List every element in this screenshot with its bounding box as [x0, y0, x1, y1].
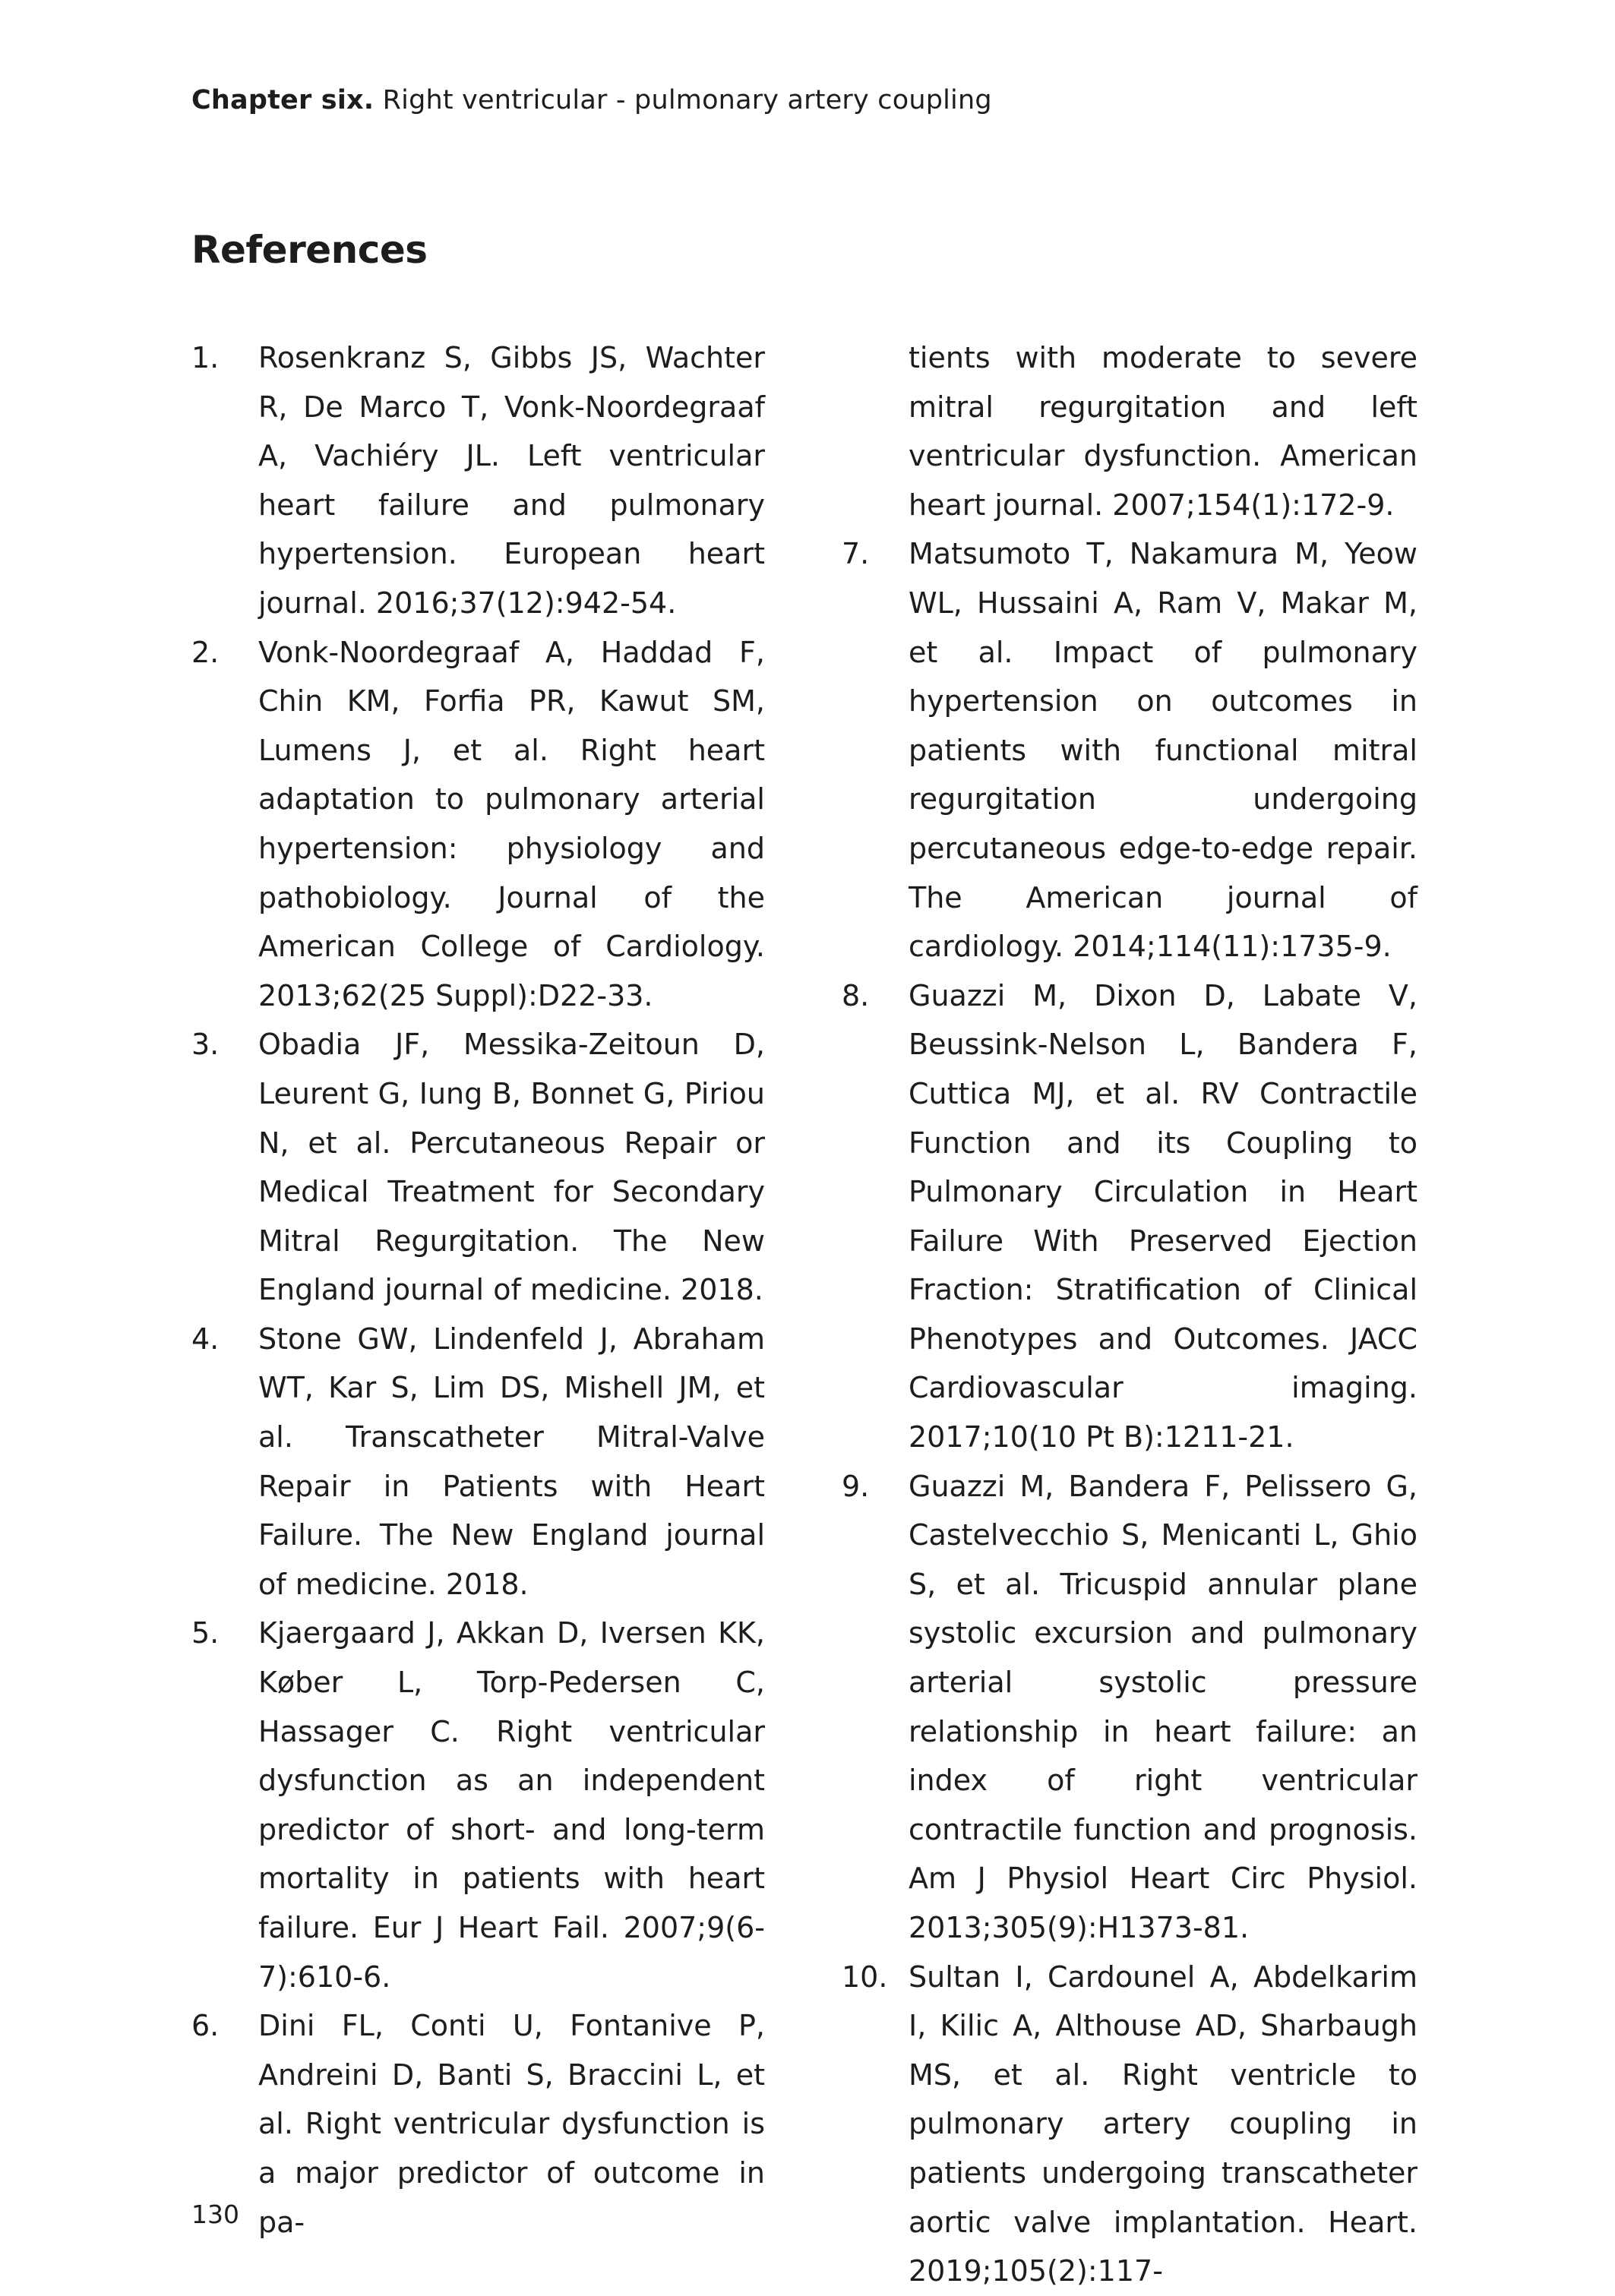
reference-number: 7. — [842, 537, 870, 571]
references-column-right — [842, 333, 1417, 2296]
reference-number: 9. — [842, 1469, 870, 1503]
reference-text: Guazzi M, Bandera F, Pelissero G, Castelvecchio S, Menicanti L, Ghio S, et al. Tricuspid annular plane systolic excursion and pulmonary arterial systolic pressure relationship in heart failure: an index of right ventricular contractile function and prognosis. Am J Physiol Heart Circ Physiol. 2013;305(9):H1373-81. — [909, 1469, 1417, 1944]
chapter-label: Chapter six. — [191, 85, 375, 115]
reference-text: Sultan I, Cardounel A, Abdelkarim I, Kilic A, Althouse AD, Sharbaugh MS, et al. Right ventricle to pulmonary artery coupling in patients undergoing transcatheter aortic valve implantation. Heart. 2019;105(2):117- — [909, 1960, 1417, 2288]
reference-item — [191, 1315, 765, 1609]
page-number: 130 — [191, 2200, 239, 2229]
reference-number: 4. — [191, 1322, 220, 1356]
reference-text: Guazzi M, Dixon D, Labate V, Beussink-Nelson L, Bandera F, Cuttica MJ, et al. RV Contractile Function and its Coupling to Pulmonary Circulation in Heart Failure With Preserved Ejection Fraction: Stratification of Clinical Phenotypes and Outcomes. JACC Cardiovascular imaging. 2017;10(10 Pt B):1211-21. — [909, 978, 1417, 1454]
reference-text: Matsumoto T, Nakamura M, Yeow WL, Hussaini A, Ram V, Makar M, et al. Impact of pulmonary hypertension on outcomes in patients with functional mitral regurgitation undergoing percutaneous edge-to-edge repair. The American journal of cardiology. 2014;114(11):1735-9. — [909, 537, 1417, 964]
references-heading: References — [191, 228, 428, 272]
chapter-title: Right ventricular - pulmonary artery coupling — [382, 85, 992, 115]
reference-text: Vonk-Noordegraaf A, Haddad F, Chin KM, Forfia PR, Kawut SM, Lumens J, et al. Right heart adaptation to pulmonary arterial hypertension: physiology and pathobiology. Journal of the American College of Cardiology. 2013;62(25 Suppl):D22-33. — [258, 635, 765, 1012]
reference-text: Stone GW, Lindenfeld J, Abraham WT, Kar S, Lim DS, Mishell JM, et al. Transcatheter Mitral-Valve Repair in Patients with Heart Failure. The New England journal of medicine. 2018. — [258, 1322, 765, 1601]
references-column-left — [191, 333, 765, 2247]
reference-number: 5. — [191, 1616, 220, 1650]
reference-item — [842, 971, 1417, 1462]
reference-number: 10. — [842, 1960, 888, 1994]
reference-number: 2. — [191, 635, 220, 669]
reference-item — [191, 2001, 765, 2247]
reference-item — [191, 1020, 765, 1315]
reference-number: 8. — [842, 978, 870, 1012]
reference-text: Dini FL, Conti U, Fontanive P, Andreini D, Banti S, Braccini L, et al. Right ventricular dysfunction is a major predictor of outcome in pa- — [258, 2009, 765, 2239]
reference-item — [191, 1609, 765, 2001]
reference-text: Obadia JF, Messika-Zeitoun D, Leurent G, Iung B, Bonnet G, Piriou N, et al. Percutaneous Repair or Medical Treatment for Secondary Mitral Regurgitation. The New England journal of medicine. 2018. — [258, 1028, 765, 1307]
reference-text: Kjaergaard J, Akkan D, Iversen KK, Køber L, Torp-Pedersen C, Hassager C. Right ventricular dysfunction as an independent predictor of short- and long-term mortality in patients with heart failure. Eur J Heart Fail. 2007;9(6-7):610-6. — [258, 1616, 765, 1994]
reference-number: 1. — [191, 341, 220, 374]
reference-item — [191, 628, 765, 1021]
reference-continuation — [842, 333, 1417, 529]
running-header — [191, 85, 992, 115]
reference-item — [842, 1462, 1417, 1953]
reference-item — [191, 333, 765, 628]
reference-number: 6. — [191, 2009, 220, 2043]
reference-text: tients with moderate to severe mitral regurgitation and left ventricular dysfunction. American heart journal. 2007;154(1):172-9. — [909, 341, 1417, 522]
reference-item — [842, 529, 1417, 971]
reference-item — [842, 1953, 1417, 2296]
reference-text: Rosenkranz S, Gibbs JS, Wachter R, De Marco T, Vonk-Noordegraaf A, Vachiéry JL. Left ventricular heart failure and pulmonary hypertension. European heart journal. 2016;37(12):942-54. — [258, 341, 765, 620]
reference-number: 3. — [191, 1028, 220, 1062]
